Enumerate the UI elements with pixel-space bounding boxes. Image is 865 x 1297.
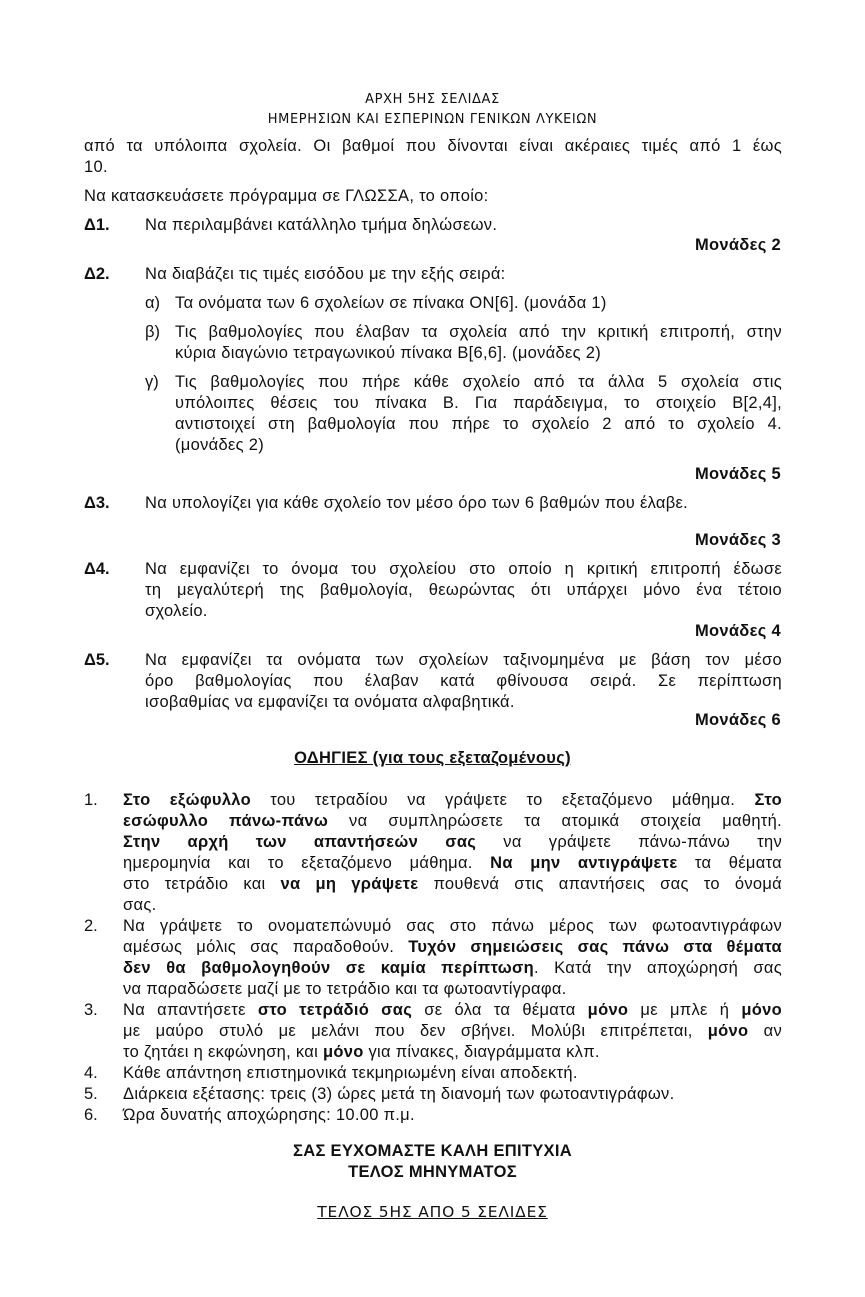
question-text-d5-line-2: όρο βαθμολογίας που έλαβαν κατά φθίνουσα σειρά. Σε περίπτωση bbox=[145, 672, 782, 690]
intro-instruction: Να κατασκευάσετε πρόγραμμα σε ΓΛΩΣΣΑ, το οποίο: bbox=[84, 187, 489, 205]
instruction-4-text: Κάθε απάντηση επιστημονικά τεκμηριωμένη είναι αποδεκτή. bbox=[123, 1064, 578, 1082]
question-text-d4-line-2: τη μεγαλύτερή της βαθμολογία, θεωρώντας ότι υπάρχει μόνο ένα τέτοιο bbox=[145, 581, 782, 599]
question-label-d3: Δ3. bbox=[84, 494, 110, 512]
marks-d1: Μονάδες 2 bbox=[694, 236, 781, 254]
instruction-number-3: 3. bbox=[84, 1001, 98, 1019]
instruction-2-line-1: Να γράψετε το ονοματεπώνυμό σας στο πάνω μέρος των φωτοαντιγράφων bbox=[123, 917, 782, 935]
sub-text-b-line-1: Τις βαθμολογίες που έλαβαν τα σχολεία από την κριτική επιτροπή, στην bbox=[175, 323, 782, 341]
instruction-6-text: Ώρα δυνατής αποχώρησης: 10.00 π.μ. bbox=[123, 1106, 415, 1124]
intro-line-1: από τα υπόλοιπα σχολεία. Οι βαθμοί που δίνονται είναι ακέραιες τιμές από 1 έως bbox=[84, 137, 782, 155]
instruction-1-line-3: Στην αρχή των απαντήσεών σας να γράψετε πάνω-πάνω την bbox=[123, 833, 782, 851]
instruction-5-text: Διάρκεια εξέτασης: τρεις (3) ώρες μετά τη διανομή των φωτοαντιγράφων. bbox=[123, 1085, 675, 1103]
sub-text-c-line-3: αντιστοιχεί στη βαθμολογία που πήρε το σχολείο 2 από το σχολείο 4. bbox=[175, 415, 782, 433]
sub-label-c: γ) bbox=[145, 373, 159, 391]
instruction-number-6: 6. bbox=[84, 1106, 98, 1124]
instruction-3-line-1: Να απαντήσετε στο τετράδιό σας σε όλα τα θέματα μόνο με μπλε ή μόνο bbox=[123, 1001, 782, 1019]
marks-d2: Μονάδες 5 bbox=[694, 465, 781, 483]
marks-d5: Μονάδες 6 bbox=[694, 711, 781, 729]
question-text-d5-line-3: ισοβαθμίας να εμφανίζει τα ονόματα αλφαβητικά. bbox=[145, 693, 515, 711]
instruction-1-line-2: εσώφυλλο πάνω-πάνω να συμπληρώσετε τα ατομικά στοιχεία μαθητή. bbox=[123, 812, 782, 830]
question-text-d4-line-3: σχολείο. bbox=[145, 602, 208, 620]
instruction-1-line-5: στο τετράδιο και να μη γράψετε πουθενά στις απαντήσεις σας το όνομά bbox=[123, 875, 783, 893]
instruction-2-line-2: αμέσως μόλις σας παραδοθούν. Τυχόν σημειώσεις σας πάνω στα θέματα bbox=[123, 938, 782, 956]
marks-d3: Μονάδες 3 bbox=[694, 531, 781, 549]
marks-d4: Μονάδες 4 bbox=[694, 622, 781, 640]
question-text-d2: Να διαβάζει τις τιμές εισόδου με την εξής σειρά: bbox=[145, 265, 506, 283]
instruction-1-line-1: Στο εξώφυλλο του τετραδίου να γράψετε το εξεταζόμενο μάθημα. Στο bbox=[123, 791, 782, 809]
sub-label-a: α) bbox=[145, 294, 161, 312]
instructions-title: ΟΔΗΓΙΕΣ (για τους εξεταζομένους) bbox=[294, 749, 571, 767]
instruction-number-4: 4. bbox=[84, 1064, 98, 1082]
instruction-2-line-4: να παραδώσετε μαζί με το τετράδιο και τα φωτοαντίγραφα. bbox=[123, 980, 567, 998]
question-text-d3: Να υπολογίζει για κάθε σχολείο τον μέσο όρο των 6 βαθμών που έλαβε. bbox=[145, 494, 689, 512]
instruction-1-line-4: ημερομηνία και το εξεταζόμενο μάθημα. Να μην αντιγράψετε τα θέματα bbox=[123, 854, 782, 872]
question-text-d5-line-1: Να εμφανίζει τα ονόματα των σχολείων ταξινομημένα με βάση τον μέσο bbox=[145, 651, 782, 669]
instruction-1-line-6: σας. bbox=[123, 896, 157, 914]
closing-line-1: ΣΑΣ ΕΥΧΟΜΑΣΤΕ ΚΑΛΗ ΕΠΙΤΥΧΙΑ bbox=[293, 1142, 572, 1160]
question-text-d1: Να περιλαμβάνει κατάλληλο τμήμα δηλώσεων. bbox=[145, 216, 498, 234]
intro-line-2: 10. bbox=[84, 158, 108, 176]
sub-text-a: Τα ονόματα των 6 σχολείων σε πίνακα ΟΝ[6]. (μονάδα 1) bbox=[175, 294, 607, 312]
closing-line-2: ΤΕΛΟΣ ΜΗΝΥΜΑΤΟΣ bbox=[348, 1163, 517, 1181]
instruction-3-line-2: με μαύρο στυλό με μελάνι που δεν σβήνει. Μολύβι επιτρέπεται, μόνο αν bbox=[123, 1022, 783, 1040]
question-label-d4: Δ4. bbox=[84, 560, 110, 578]
instruction-number-1: 1. bbox=[84, 791, 98, 809]
question-text-d4-line-1: Να εμφανίζει το όνομα του σχολείου στο οποίο η κριτική επιτροπή έδωσε bbox=[145, 560, 782, 578]
instruction-3-line-3: το ζητάει η εκφώνηση, και μόνο για πίνακες, διαγράμματα κλπ. bbox=[123, 1043, 600, 1061]
sub-text-c-line-4: (μονάδες 2) bbox=[175, 436, 265, 454]
sub-label-b: β) bbox=[145, 323, 160, 341]
sub-text-b-line-2: κύρια διαγώνιο τετραγωνικού πίνακα Β[6,6]. (μονάδες 2) bbox=[175, 344, 602, 362]
question-label-d5: Δ5. bbox=[84, 651, 110, 669]
header-line-2: ΗΜΕΡΗΣΙΩΝ ΚΑΙ ΕΣΠΕΡΙΝΩΝ ΓΕΝΙΚΩΝ ΛΥΚΕΙΩΝ bbox=[267, 112, 598, 127]
sub-text-c-line-1: Τις βαθμολογίες που πήρε κάθε σχολείο από τα άλλα 5 σχολεία στις bbox=[175, 373, 782, 391]
question-label-d2: Δ2. bbox=[84, 265, 110, 283]
instruction-2-line-3: δεν θα βαθμολογηθούν σε καμία περίπτωση. Κατά την αποχώρησή σας bbox=[123, 959, 782, 977]
page-footer: ΤΕΛΟΣ 5ΗΣ ΑΠΟ 5 ΣΕΛΙΔΕΣ bbox=[317, 1203, 548, 1221]
question-label-d1: Δ1. bbox=[84, 216, 110, 234]
header-line-1: ΑΡΧΗ 5ΗΣ ΣΕΛΙΔΑΣ bbox=[365, 92, 500, 107]
instruction-number-5: 5. bbox=[84, 1085, 98, 1103]
sub-text-c-line-2: υπόλοιπες θέσεις του πίνακα Β. Για παράδειγμα, το στοιχείο Β[2,4], bbox=[175, 394, 782, 412]
instruction-number-2: 2. bbox=[84, 917, 98, 935]
